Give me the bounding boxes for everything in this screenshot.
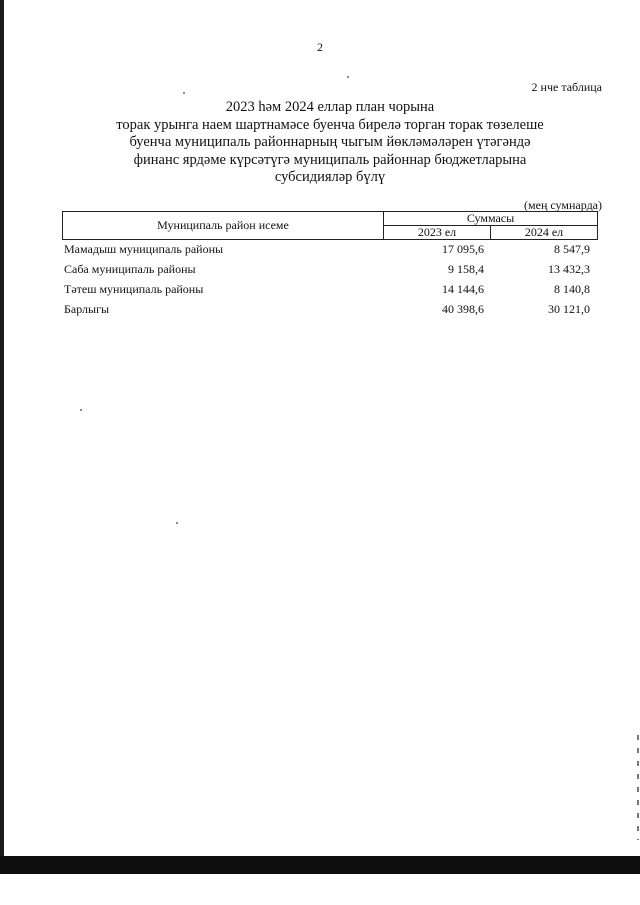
row-value-2023: 40 398,6 — [442, 302, 484, 316]
header-sum-group: Суммасы — [384, 212, 598, 226]
table-row — [64, 262, 594, 282]
table-body — [64, 242, 594, 322]
row-value-2024: 13 432,3 — [548, 262, 590, 276]
table-row — [64, 242, 594, 262]
row-value-2023: 9 158,4 — [448, 262, 484, 276]
row-name: Барлыгы — [64, 302, 110, 316]
row-value-2023: 14 144,6 — [442, 282, 484, 296]
scan-speck — [347, 76, 349, 78]
page-number: 2 — [317, 40, 323, 54]
row-value-2023: 17 095,6 — [442, 242, 484, 256]
title-line: 2023 һәм 2024 еллар план чорына — [225, 99, 435, 115]
title-line: субсидияләр бүлү — [274, 169, 386, 185]
table-label: 2 нче таблица — [531, 80, 602, 94]
document-title — [60, 99, 600, 187]
row-name: Тәтеш муниципаль районы — [64, 282, 204, 296]
table-row-total — [64, 302, 594, 322]
scan-left-edge — [0, 0, 4, 870]
row-value-2024: 30 121,0 — [548, 302, 590, 316]
scan-speck — [183, 92, 185, 94]
title-line: торак урынга наем шартнамәсе буенча бирелә торган торак төзелеше — [116, 116, 544, 133]
header-year-2024: 2024 ел — [491, 226, 598, 240]
scan-speck — [176, 522, 178, 524]
title-line: буенча муниципаль районнарның чыгым йөкләмәләрен үтәгәндә — [129, 134, 531, 150]
table-row — [64, 282, 594, 302]
header-name-column: Муниципаль район исеме — [63, 212, 384, 240]
row-name: Саба муниципаль районы — [64, 262, 196, 276]
units-note: (мең сумнарда) — [524, 198, 602, 212]
title-line: финанс ярдәме күрсәтүгә муниципаль районнар бюджетларына — [133, 151, 527, 168]
row-value-2024: 8 140,8 — [554, 282, 590, 296]
scan-right-edge-marks — [637, 735, 639, 840]
row-value-2024: 8 547,9 — [554, 242, 590, 256]
row-name: Мамадыш муниципаль районы — [64, 242, 224, 256]
header-year-2023: 2023 ел — [384, 226, 491, 240]
table-header — [62, 211, 598, 240]
scan-bottom-bar — [0, 856, 640, 874]
scan-speck — [80, 409, 82, 411]
